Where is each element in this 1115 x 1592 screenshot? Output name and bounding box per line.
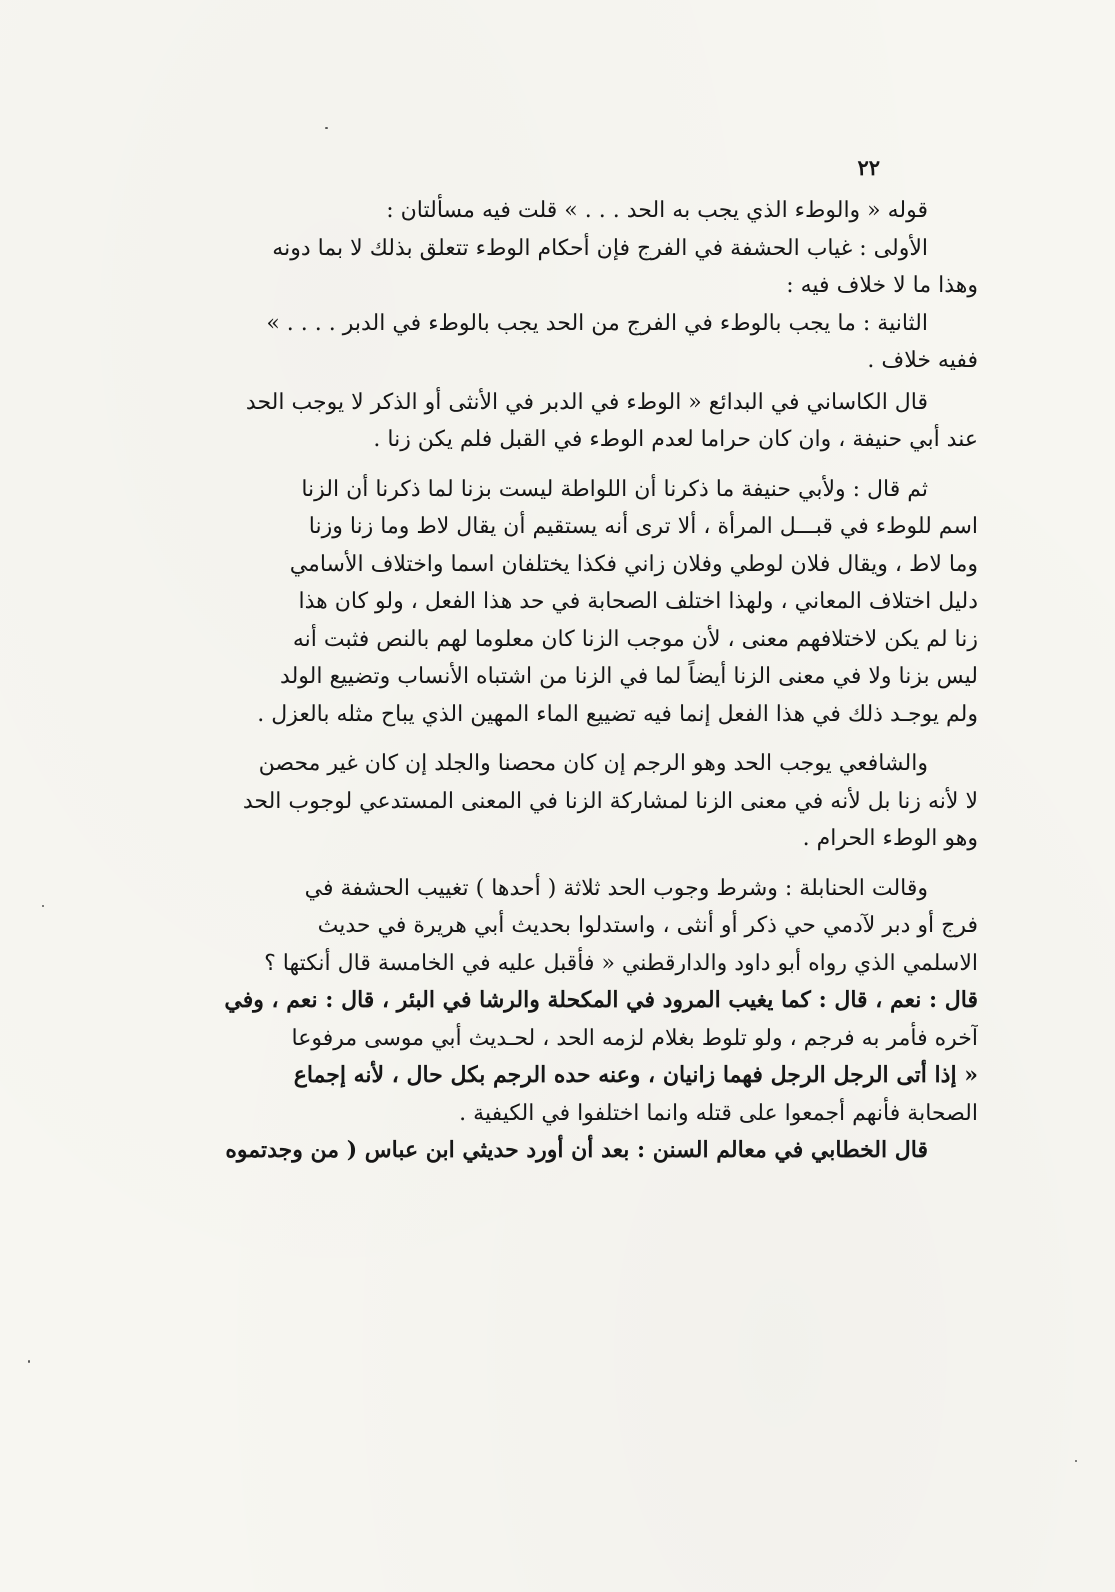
paragraph-question (208, 192, 978, 230)
paragraph-second-issue (208, 305, 978, 380)
text-line: ليس بزنا ولا في معنى الزنا أيضاً لما في الزنا من اشتباه الأنساب وتضييع الولد (280, 664, 978, 689)
text-line: الاسلمي الذي رواه أبو داود والدارقطني « فأقبل عليه في الخامسة قال أنكتها ؟ (264, 950, 978, 976)
text-line: آخره فأمر به فرجم ، ولو تلوط بغلام لزمه الحد ، لحـديث أبي موسى مرفوعا (291, 1025, 978, 1051)
text-line: « إذا أتى الرجل الرجل فهما زانيان ، وعنه حده الرجم بكل حال ، لأنه إجماع (293, 1062, 978, 1088)
text-line: والشافعي يوجب الحد وهو الرجم إن كان محصنا والجلد إن كان غير محصن (258, 751, 928, 776)
paragraph-shafii (208, 745, 978, 858)
text-line: فرج أو دبر لآدمي حي ذكر أو أنثى ، واستدلوا بحديث أبي هريرة في حديث (317, 913, 978, 938)
body-text (208, 192, 978, 1170)
text-line: قال الكاساني في البدائع « الوطء في الدبر في الأنثى أو الذكر لا يوجب الحد (245, 389, 928, 415)
text-line: وهذا ما لا خلاف فيه : (786, 273, 978, 298)
text-line: الأولى : غياب الحشفة في الفرج فإن أحكام الوطء تتعلق بذلك لا بما دونه (272, 235, 928, 261)
text-line: ثم قال : ولأبي حنيفة ما ذكرنا أن اللواطة ليست بزنا لما ذكرنا أن الزنا (301, 476, 928, 502)
paragraph-abu-hanifa (208, 471, 978, 734)
text-line: وقالت الحنابلة : وشرط وجوب الحد ثلاثة ( أحدها ) تغييب الحشفة في (304, 875, 928, 901)
text-line: قوله « والوطء الذي يجب به الحد . . . » قلت فيه مسألتان : (386, 198, 928, 223)
text-line: عند أبي حنيفة ، وان كان حراما لعدم الوطء في القبل فلم يكن زنا . (373, 427, 978, 452)
scan-speck (325, 127, 328, 129)
scan-speck (28, 1360, 30, 1363)
paragraph-kasani (208, 384, 978, 459)
text-line: لا لأنه زنا بل لأنه في معنى الزنا لمشاركة الزنا في المعنى المستدعي لوجوب الحد (242, 788, 978, 814)
text-line: الثانية : ما يجب بالوطء في الفرج من الحد يجب بالوطء في الدبر . . . . » (266, 310, 928, 336)
scan-speck (1075, 1460, 1077, 1462)
text-line: الصحابة فأنهم أجمعوا على قتله وانما اختلفوا في الكيفية . (459, 1100, 978, 1126)
paragraph-first-issue (208, 230, 978, 305)
text-line: دليل اختلاف المعاني ، ولهذا اختلف الصحابة في حد هذا الفعل ، ولو كان هذا (298, 589, 978, 614)
text-line: ولم يوجـد ذلك في هذا الفعل إنما فيه تضييع الماء المهين الذي يباح مثله بالعزل . (257, 701, 978, 727)
page-number: ٢٢ (857, 155, 880, 180)
text-line: وهو الوطء الحرام . (802, 826, 978, 851)
text-line: اسم للوطء في قبـــل المرأة ، ألا ترى أنه يستقيم أن يقال لاط وما زنا وزنا (308, 514, 978, 539)
scan-speck (42, 905, 44, 907)
text-line: قال الخطابي في معالم السنن : بعد أن أورد حديثي ابن عباس ( من وجدتموه (225, 1137, 928, 1163)
text-line: وما لاط ، ويقال فلان لوطي وفلان زاني فكذا يختلفان اسما واختلاف الأسامي (289, 551, 978, 577)
text-line: قال : نعم ، قال : كما يغيب المرود في المكحلة والرشا في البئر ، قال : نعم ، وفي (224, 987, 978, 1013)
paragraph-khattabi (208, 1132, 978, 1170)
paragraph-hanabila (208, 870, 978, 1133)
text-line: زنا لم يكن لاختلافهم معنى ، لأن موجب الزنا كان معلوما لهم بالنص فثبت أنه (292, 626, 978, 652)
text-line: ففيه خلاف . (867, 348, 978, 373)
